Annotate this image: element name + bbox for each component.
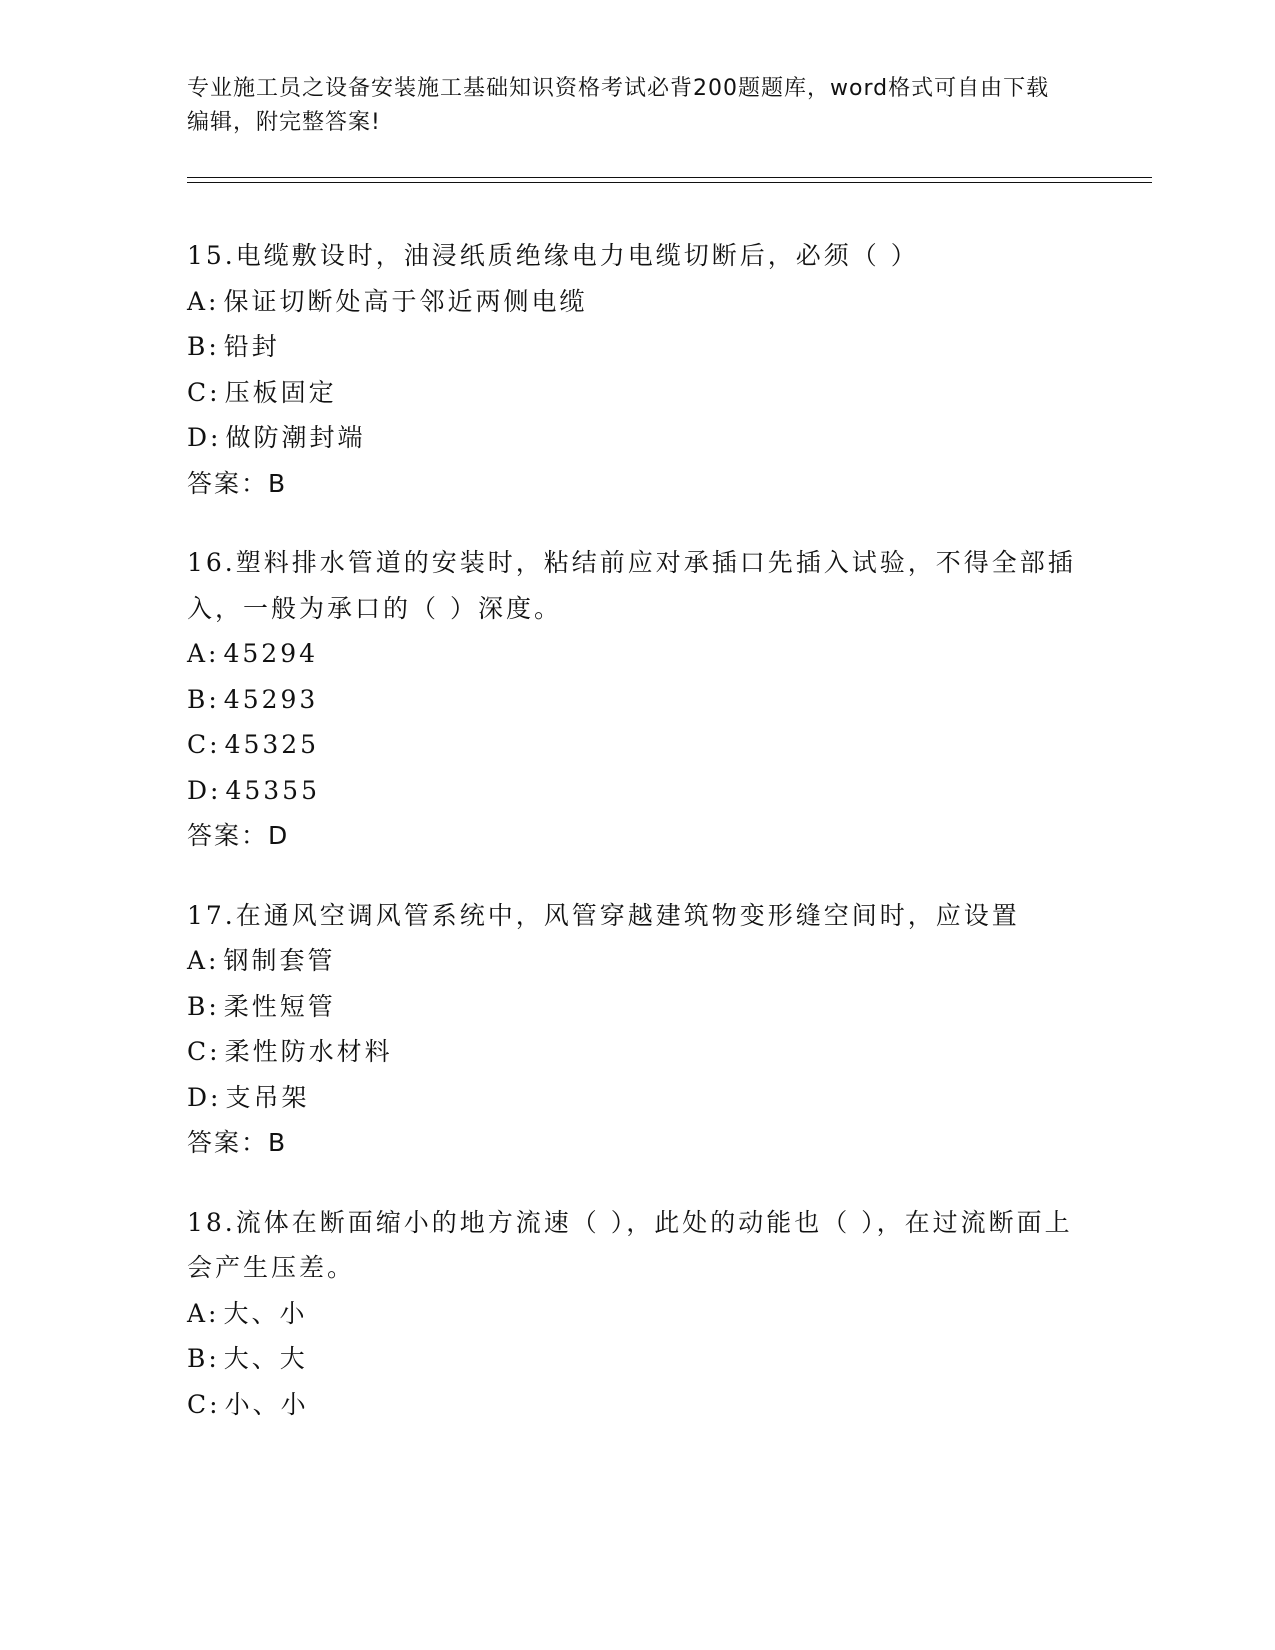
question-text: 16.塑料排水管道的安装时，粘结前应对承插口先插入试验，不得全部插入，一般为承口的（ ）深度。 [187,548,1076,623]
option-key: D: [187,1082,222,1112]
question-16 [187,540,1087,859]
option-text: 做防潮封端 [225,423,366,452]
option-text: 大、大 [223,1344,308,1373]
option-d [187,768,1087,814]
option-key: C: [187,1037,221,1066]
option-key: B: [187,332,220,361]
question-list [187,233,1087,1461]
answer-line: 答案：B [187,468,288,498]
option-c [187,370,1087,416]
option-text: 大、小 [223,1298,308,1328]
option-b [187,324,1087,370]
option-a [187,631,1087,677]
question-17 [187,893,1087,1166]
option-text: 柔性短管 [223,991,336,1021]
option-text: 保证切断处高于邻近两侧电缆 [223,286,588,316]
option-text: 45355 [225,775,320,805]
question-text: 15.电缆敷设时，油浸纸质绝缘电力电缆切断后，必须（ ） [187,241,919,270]
document-header [187,72,1067,140]
question-text: 18.流体在断面缩小的地方流速（ ），此处的动能也（ ），在过流断面上会产生压差。 [187,1207,1073,1282]
option-a [187,1291,1087,1337]
option-a [187,938,1087,984]
option-text: 45293 [223,684,319,714]
option-key: A: [187,286,220,316]
option-c [187,1029,1087,1075]
option-b [187,677,1087,723]
option-text: 45325 [224,730,320,759]
question-text: 17.在通风空调风管系统中，风管穿越建筑物变形缝空间时，应设置 [187,900,1020,930]
option-c [187,722,1087,768]
option-key: A: [187,639,220,668]
header-rule-bottom [187,182,1152,183]
option-key: B: [187,991,220,1021]
option-c [187,1382,1087,1428]
option-key: C: [187,1389,221,1419]
option-key: D: [187,775,222,805]
option-key: A: [187,946,220,975]
option-key: C: [187,377,221,407]
option-d [187,415,1087,461]
option-key: C: [187,730,221,759]
question-15 [187,233,1087,506]
header-title: 专业施工员之设备安装施工基础知识资格考试必背200题题库，word格式可自由下载编辑，附完整答案! [187,76,1050,135]
option-text: 压板固定 [224,377,337,407]
option-key: A: [187,1298,220,1328]
option-text: 柔性防水材料 [224,1037,393,1066]
answer-line: 答案：B [187,1128,288,1157]
option-key: D: [187,423,222,452]
option-key: B: [187,1344,220,1373]
option-a [187,279,1087,325]
option-text: 支吊架 [225,1082,310,1112]
option-key: B: [187,684,220,714]
option-d [187,1075,1087,1121]
option-text: 45294 [223,639,319,668]
option-text: 铅封 [223,332,280,361]
option-text: 小、小 [224,1389,309,1419]
option-text: 钢制套管 [223,946,336,975]
header-rule-top [187,177,1152,178]
question-18 [187,1200,1087,1428]
option-b [187,984,1087,1030]
answer-line: 答案：D [187,821,290,850]
option-b [187,1336,1087,1382]
